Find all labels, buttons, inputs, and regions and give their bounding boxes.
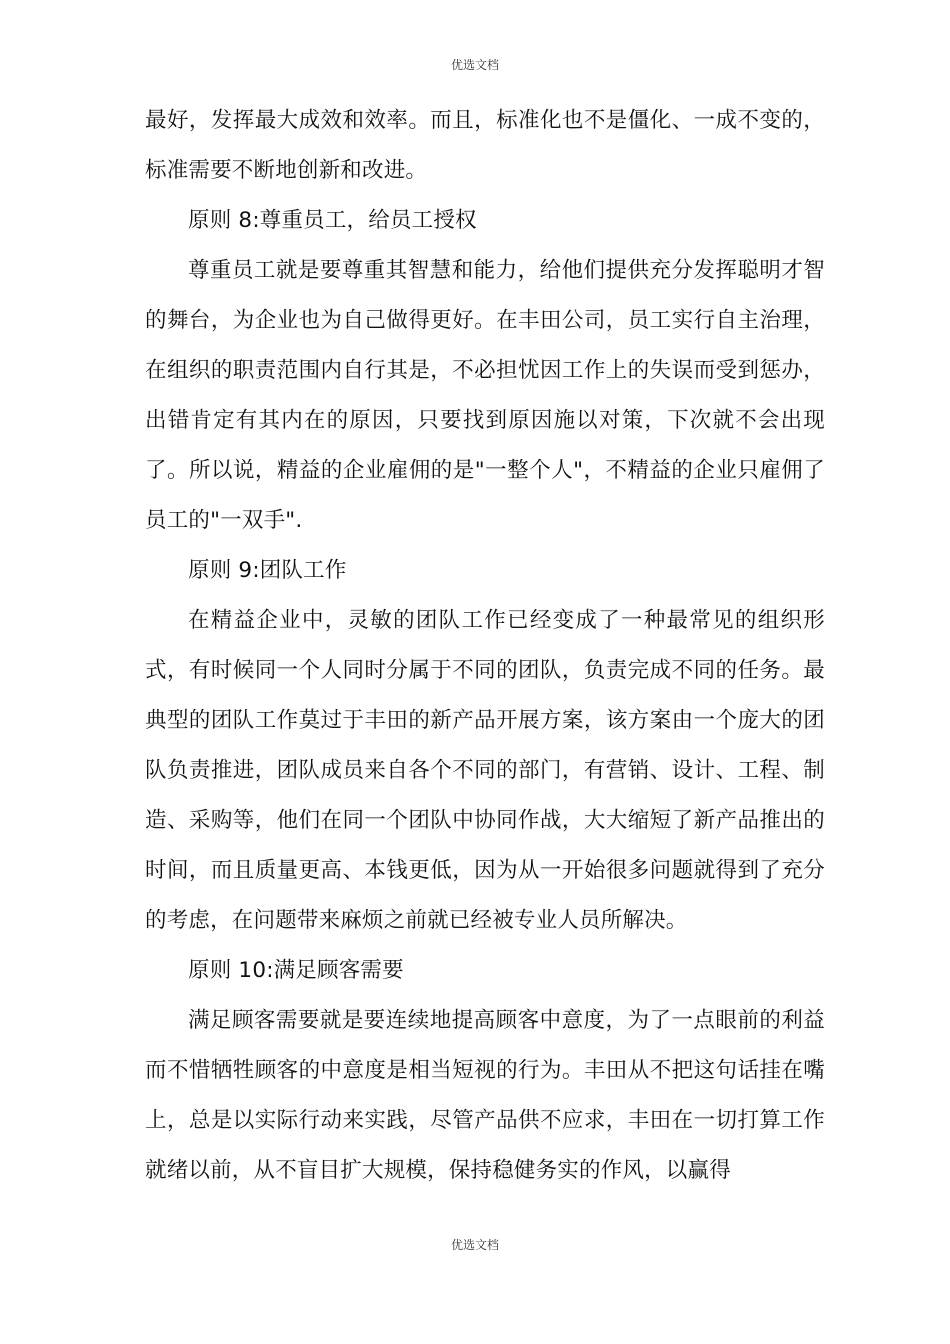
page-header: 优选文档 (450, 58, 499, 72)
heading-principle-8: 原则 8:尊重员工，给员工授权 (188, 208, 477, 233)
paragraph-principle-8: 尊重员工就是要尊重其智慧和能力，给他们提供充分发挥聪明才智的舞台，为企业也为自己做得更好。在丰田公司，员工实行自主治理，在组织的职责范围内自行其是，不必担忧因工作上的失误而受到惩办，出错肯定有其内在的原因，只要找到原因施以对策，下次就不会出现了。所以说，精益的企业雇佣的是"一整个人"，不精益的企业只雇佣了员工的"一双手". (145, 258, 825, 533)
page-footer: 优选文档 (450, 1238, 499, 1252)
heading-principle-10: 原则 10:满足顾客需要 (188, 958, 404, 983)
paragraph-principle-9: 在精益企业中，灵敏的团队工作已经变成了一种最常见的组织形式，有时候同一个人同时分属于不同的团队，负责完成不同的任务。最典型的团队工作莫过于丰田的新产品开展方案，该方案由一个庞大的团队负责推进，团队成员来自各个不同的部门，有营销、设计、工程、制造、采购等，他们在同一个团队中协同作战，大大缩短了新产品推出的时间，而且质量更高、本钱更低，因为从一开始很多问题就得到了充分的考虑，在问题带来麻烦之前就已经被专业人员所解决。 (145, 608, 825, 933)
document-body (145, 96, 825, 1196)
paragraph-continuation: 最好，发挥最大成效和效率。而且，标准化也不是僵化、一成不变的，标准需要不断地创新和改进。 (145, 108, 825, 183)
heading-principle-9: 原则 9:团队工作 (188, 558, 347, 583)
paragraph-principle-10: 满足顾客需要就是要连续地提高顾客中意度，为了一点眼前的利益而不惜牺牲顾客的中意度是相当短视的行为。丰田从不把这句话挂在嘴上，总是以实际行动来实践，尽管产品供不应求，丰田在一切打算工作就绪以前，从不盲目扩大规模，保持稳健务实的作风，以赢得 (145, 1008, 825, 1183)
